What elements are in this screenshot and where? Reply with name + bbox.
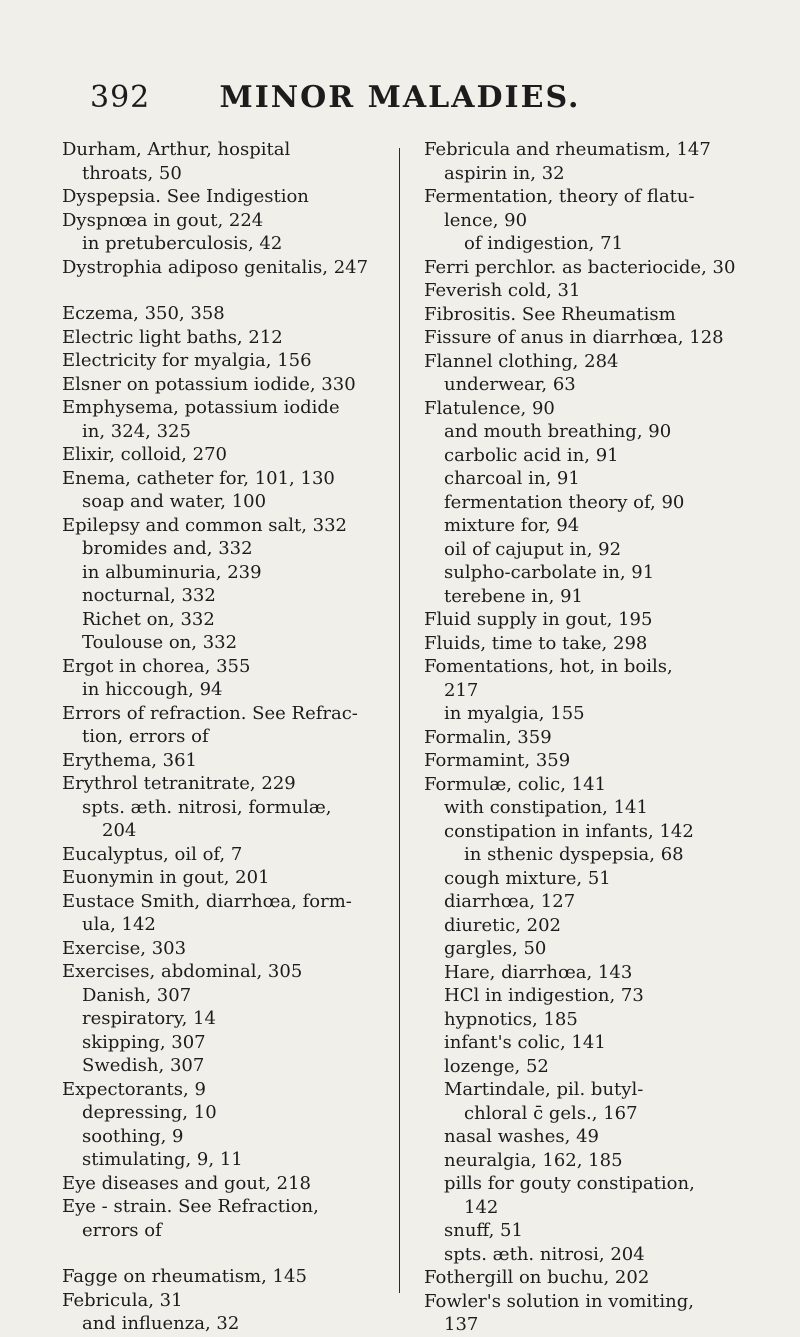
index-subentry: bromides and, 332 — [82, 538, 253, 559]
page-number: 392 — [90, 80, 151, 115]
index-subentry: in pretuberculosis, 42 — [82, 233, 283, 254]
index-subentry: soothing, 9 — [82, 1125, 184, 1147]
index-subentry: diuretic, 202 — [444, 914, 561, 936]
index-subentry: in hiccough, 94 — [82, 679, 223, 700]
index-entry: Fissure of anus in diarrhœa, 128 — [424, 327, 724, 348]
index-subentry: neuralgia, 162, 185 — [444, 1149, 623, 1171]
index-subentry: nocturnal, 332 — [82, 585, 216, 606]
index-subentry: mixture for, 94 — [444, 515, 580, 536]
index-entry: Eczema, 350, 358 — [62, 303, 225, 324]
index-subentry: 204 — [102, 820, 137, 841]
index-entry: Exercises, abdominal, 305 — [62, 961, 303, 982]
index-entry: Expectorants, 9 — [62, 1078, 206, 1100]
index-entry: Eucalyptus, oil of, 7 — [62, 843, 243, 865]
index-subentry: gargles, 50 — [444, 938, 547, 959]
index-subentry: ula, 142 — [82, 914, 156, 935]
index-subentry: stimulating, 9, 11 — [82, 1149, 243, 1170]
index-entry: Elixir, colloid, 270 — [62, 444, 227, 465]
index-entry: Enema, catheter for, 101, 130 — [62, 467, 335, 489]
index-entry: Fomentations, hot, in boils, — [424, 656, 673, 677]
index-entry: Eye - strain. See Refraction, — [62, 1196, 319, 1217]
index-entry: Flannel clothing, 284 — [424, 350, 619, 372]
index-entry: Errors of refraction. See Refrac- — [62, 702, 358, 724]
index-entry: Erythrol tetranitrate, 229 — [62, 773, 296, 794]
index-subentry: Toulouse on, 332 — [82, 632, 238, 653]
index-entry: Formamint, 359 — [424, 750, 571, 771]
column-divider — [399, 148, 400, 1293]
index-subentry: Martindale, pil. butyl- — [444, 1079, 644, 1100]
index-subentry: sulpho-carbolate in, 91 — [444, 562, 655, 583]
index-column-right — [424, 138, 786, 1337]
index-entry: Febricula, 31 — [62, 1289, 183, 1311]
index-entry: Formulæ, colic, 141 — [424, 773, 607, 795]
index-subentry: errors of — [82, 1219, 162, 1241]
index-subentry: underwear, 63 — [444, 374, 576, 395]
index-entry: Fluid supply in gout, 195 — [424, 609, 653, 630]
index-entry: Erythema, 361 — [62, 749, 197, 771]
index-entry: Fibrositis. See Rheumatism — [424, 303, 676, 325]
index-subentry: in myalgia, 155 — [444, 703, 585, 724]
page-header — [0, 80, 800, 120]
index-entry: Exercise, 303 — [62, 937, 187, 959]
index-subentry: chloral c̄ gels., 167 — [464, 1102, 638, 1124]
index-subentry: pills for gouty constipation, — [444, 1173, 695, 1194]
index-subentry: snuff, 51 — [444, 1220, 523, 1241]
index-subentry: aspirin in, 32 — [444, 162, 565, 184]
index-subentry: in sthenic dyspepsia, 68 — [464, 844, 684, 865]
index-column-left — [62, 138, 380, 1336]
index-subentry: spts. æth. nitrosi, 204 — [444, 1243, 645, 1265]
index-subentry: Swedish, 307 — [82, 1055, 205, 1076]
index-subentry: throats, 50 — [82, 162, 182, 184]
index-subentry: lence, 90 — [444, 209, 528, 231]
index-subentry: nasal washes, 49 — [444, 1126, 599, 1147]
index-entry: Dyspepsia. See Indigestion — [62, 186, 309, 207]
index-subentry: hypnotics, 185 — [444, 1008, 578, 1030]
index-subentry: diarrhœa, 127 — [444, 891, 576, 912]
index-entry: Elsner on potassium iodide, 330 — [62, 373, 356, 395]
index-entry: Emphysema, potassium iodide — [62, 397, 340, 418]
index-subentry: oil of cajuput in, 92 — [444, 538, 622, 560]
index-entry: Formalin, 359 — [424, 726, 552, 748]
index-entry: Fothergill on buchu, 202 — [424, 1267, 650, 1288]
index-subentry: cough mixture, 51 — [444, 867, 611, 889]
index-entry: Dyspnœa in gout, 224 — [62, 209, 264, 231]
section-gap — [62, 279, 380, 302]
index-entry: Durham, Arthur, hospital — [62, 139, 291, 160]
index-subentry: terebene in, 91 — [444, 585, 583, 607]
index-entry: Fermentation, theory of flatu- — [424, 186, 695, 207]
index-entry: Electricity for myalgia, 156 — [62, 350, 312, 371]
running-title: MINOR MALADIES. — [219, 80, 581, 115]
index-entry: Epilepsy and common salt, 332 — [62, 514, 348, 536]
index-subentry: with constipation, 141 — [444, 797, 648, 818]
index-entry: Fagge on rheumatism, 145 — [62, 1266, 307, 1287]
index-subentry: respiratory, 14 — [82, 1008, 216, 1029]
index-subentry: of indigestion, 71 — [464, 233, 624, 254]
index-subentry: and mouth breathing, 90 — [444, 421, 672, 442]
index-subentry: HCl in indigestion, 73 — [444, 985, 644, 1006]
index-subentry: infant's colic, 141 — [444, 1032, 606, 1053]
index-subentry: 217 — [444, 679, 479, 701]
index-entry: Feverish cold, 31 — [424, 280, 581, 301]
index-entry: Eustace Smith, diarrhœa, form- — [62, 890, 352, 912]
index-subentry: Hare, diarrhœa, 143 — [444, 961, 633, 983]
index-entry: Ergot in chorea, 355 — [62, 655, 251, 677]
index-entry: Dystrophia adiposo genitalis, 247 — [62, 256, 369, 278]
index-subentry: fermentation theory of, 90 — [444, 491, 685, 513]
index-subentry: spts. æth. nitrosi, formulæ, — [82, 796, 332, 818]
index-subentry: Richet on, 332 — [82, 608, 215, 630]
index-subentry: in albuminuria, 239 — [82, 561, 262, 583]
index-entry: Febricula and rheumatism, 147 — [424, 139, 711, 160]
index-subentry: skipping, 307 — [82, 1031, 206, 1053]
index-entry: Fowler's solution in vomiting, — [424, 1290, 694, 1312]
index-entry: Euonymin in gout, 201 — [62, 867, 270, 888]
index-subentry: 137 — [444, 1314, 479, 1335]
section-gap — [62, 1242, 380, 1265]
index-subentry: soap and water, 100 — [82, 491, 267, 512]
index-subentry: 142 — [464, 1196, 499, 1218]
index-entry: Fluids, time to take, 298 — [424, 632, 648, 654]
index-subentry: and influenza, 32 — [82, 1313, 240, 1334]
index-subentry: constipation in infants, 142 — [444, 820, 694, 842]
index-entry: Electric light baths, 212 — [62, 326, 283, 348]
index-subentry: charcoal in, 91 — [444, 468, 580, 489]
index-subentry: carbolic acid in, 91 — [444, 444, 619, 466]
index-subentry: lozenge, 52 — [444, 1055, 549, 1077]
index-subentry: Danish, 307 — [82, 984, 192, 1006]
index-entry: Ferri perchlor. as bacteriocide, 30 — [424, 256, 736, 278]
index-entry: Eye diseases and gout, 218 — [62, 1172, 311, 1194]
index-subentry: depressing, 10 — [82, 1102, 217, 1123]
index-entry: Flatulence, 90 — [424, 397, 555, 419]
index-subentry: in, 324, 325 — [82, 420, 191, 442]
index-subentry: tion, errors of — [82, 726, 209, 747]
